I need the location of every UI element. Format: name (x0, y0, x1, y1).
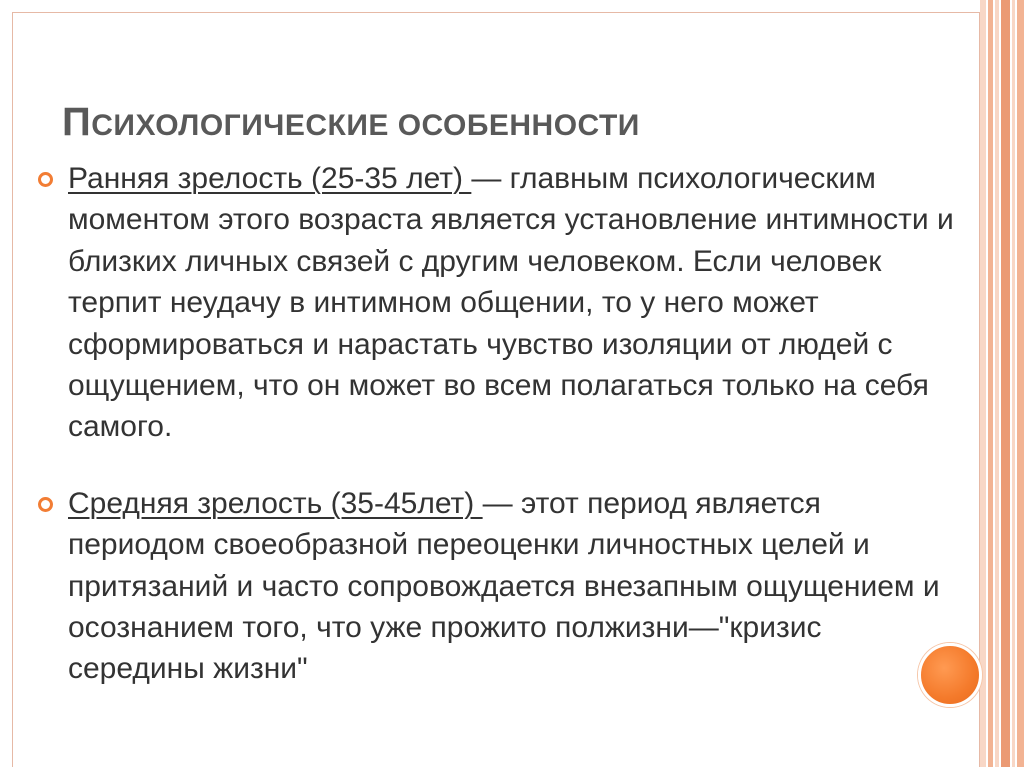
orange-circle-decoration (918, 643, 982, 707)
stripe (980, 0, 986, 767)
bullet-middle-maturity (38, 483, 958, 690)
bullet-term: Средняя зрелость (35-45лет) (68, 486, 483, 520)
stripe (995, 0, 999, 767)
bullet-text: — этот период является периодом своеобразной переоценки личностных целей и притязаний и часто сопровождается внезапным ощущением и осознанием того, что уже прожито полжизни—"кризис середины жизни" (68, 486, 940, 686)
stripe (1012, 0, 1015, 767)
stripe (1001, 0, 1010, 767)
slide-title (62, 100, 640, 145)
circle-bullet-icon (38, 497, 53, 512)
title-first-letter: П (62, 100, 92, 144)
circle-bullet-icon (38, 172, 53, 187)
bullet-term: Ранняя зрелость (25-35 лет) (68, 162, 472, 195)
title-rest: СИХОЛОГИЧЕСКИЕ ОСОБЕННОСТИ (91, 109, 640, 142)
bullet-text: — главным психологическим моментом этого возраста является установление интимности и близких личных связей с другим человеком. Если человек терпит неудачу в интимном общении, то у него может сформироваться и нарастать чувство изоляции от людей с ощущением, что он может во всем полагаться только на себя самого. (68, 162, 954, 444)
bullet-list (38, 158, 958, 690)
decorative-stripes (980, 0, 1024, 767)
bullet-early-maturity (38, 158, 958, 448)
stripe (1017, 0, 1024, 767)
stripe (988, 0, 993, 767)
